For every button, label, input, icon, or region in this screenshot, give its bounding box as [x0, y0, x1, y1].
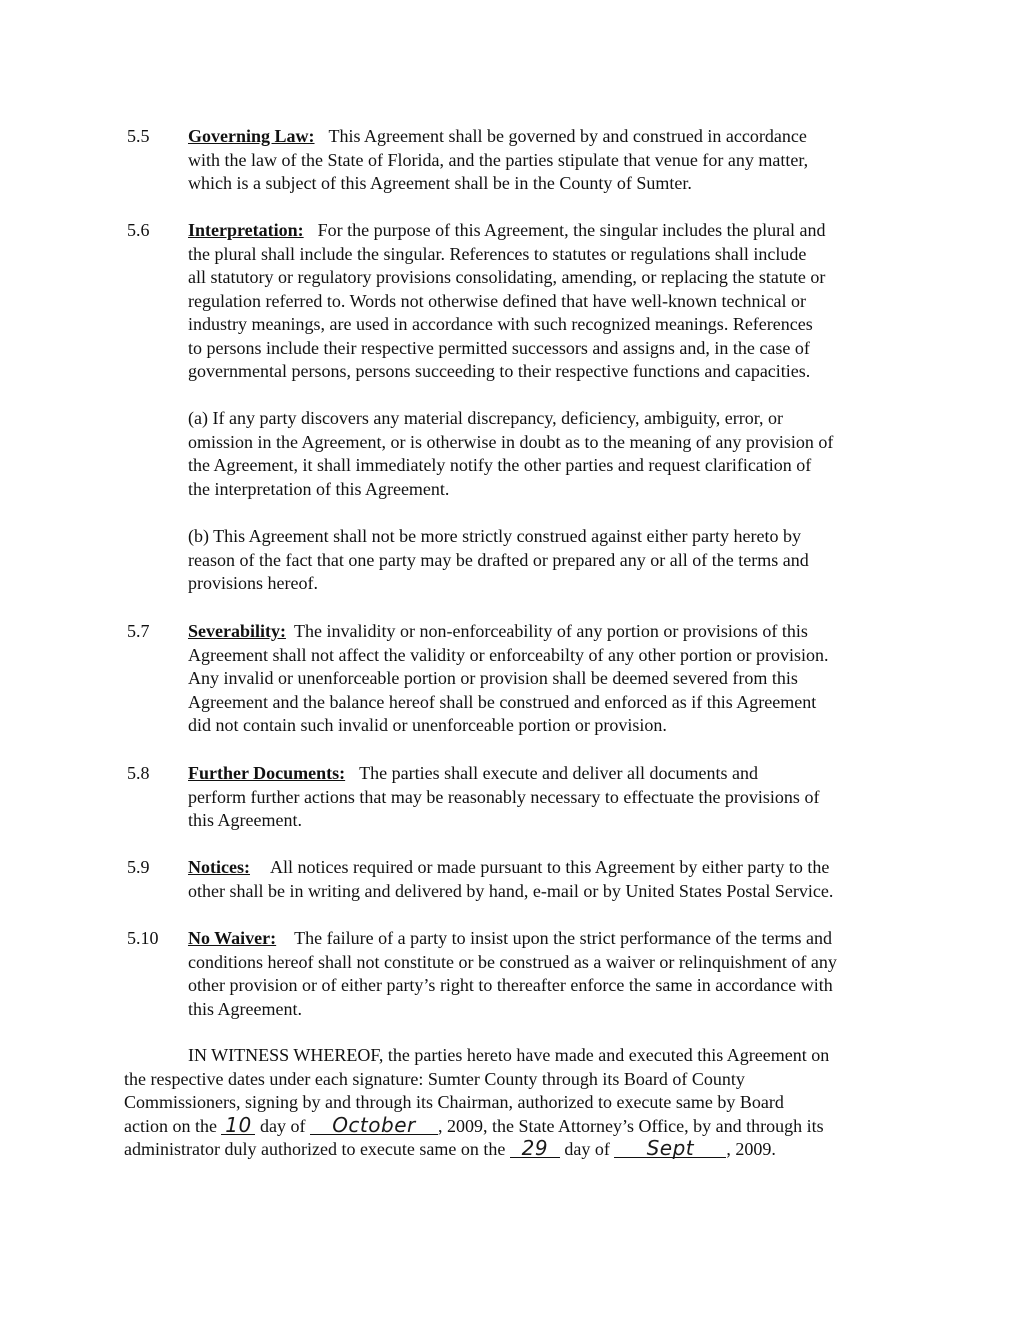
- section-line: all statutory or regulatory provisions consolidating, amending, or replacing the statute or: [188, 267, 826, 287]
- section-line: this Agreement.: [188, 998, 302, 1019]
- section-body: [188, 856, 908, 903]
- subparagraph-line: the interpretation of this Agreement.: [188, 478, 450, 499]
- subparagraph-line: (b) This Agreement shall not be more strictly construed against either party hereto by: [188, 526, 801, 546]
- witness-line: [124, 1112, 924, 1139]
- witness-text: , 2009.: [726, 1139, 776, 1159]
- section-line: All notices required or made pursuant to this Agreement by either party to the: [269, 857, 830, 877]
- board-day-field: 10: [221, 1116, 255, 1135]
- section-line: governmental persons, persons succeeding to their respective functions and capacities.: [188, 361, 811, 381]
- section-line: This Agreement shall be governed by and construed in accordance: [328, 126, 807, 146]
- section-body: [188, 219, 908, 384]
- section-line: this Agreement.: [188, 810, 302, 830]
- witness-text: administrator duly authorized to execute same on the: [124, 1139, 510, 1159]
- section-line: did not contain such invalid or unenforceable portion or provision.: [188, 715, 667, 735]
- section-number: 5.10: [127, 928, 159, 948]
- subparagraph-line: omission in the Agreement, or is otherwise in doubt as to the meaning of any provision of: [188, 431, 834, 452]
- witness-text: , 2009, the State Attorney’s Office, by and through its: [437, 1115, 824, 1136]
- section-heading: Notices:: [188, 857, 250, 877]
- subparagraph-body: [188, 407, 908, 501]
- section-body: [188, 125, 908, 196]
- section-line: to persons include their respective permitted successors and assigns and, in the case of: [188, 337, 810, 358]
- attorney-day-field: 29: [510, 1139, 560, 1158]
- witness-text: day of: [559, 1139, 615, 1159]
- section-line: The parties shall execute and deliver all documents and: [359, 763, 758, 783]
- section-number: 5.5: [127, 126, 150, 146]
- subparagraph-line: the Agreement, it shall immediately notify the other parties and request clarification of: [188, 455, 812, 475]
- attorney-month-field: Sept: [614, 1139, 726, 1158]
- section-line: the plural shall include the singular. References to statutes or regulations shall include: [188, 243, 807, 264]
- witness-line: IN WITNESS WHEREOF, the parties hereto have made and executed this Agreement on: [188, 1045, 830, 1065]
- section-number: 5.7: [127, 621, 150, 641]
- section-line: The invalidity or non-enforceability of any portion or provisions of this: [293, 621, 808, 641]
- witness-text: action on the: [124, 1115, 222, 1136]
- section-line: Any invalid or unenforceable portion or provision shall be deemed severed from this: [188, 668, 798, 688]
- section-line: conditions hereof shall not constitute or be construed as a waiver or relinquishment of any: [188, 951, 837, 972]
- witness-text: day of: [255, 1115, 310, 1136]
- section-line: with the law of the State of Florida, and the parties stipulate that venue for any matter,: [188, 149, 809, 170]
- board-month-field: October: [310, 1116, 438, 1135]
- section-body: [188, 762, 908, 833]
- subparagraph-line: reason of the fact that one party may be drafted or prepared any or all of the terms and: [188, 549, 809, 570]
- section-number: 5.8: [127, 763, 150, 783]
- section-line: Agreement and the balance hereof shall be construed and enforced as if this Agreement: [188, 691, 817, 712]
- section-line: perform further actions that may be reasonably necessary to effectuate the provisions of: [188, 786, 820, 807]
- section-body: [188, 620, 908, 738]
- section-line: industry meanings, are used in accordance with such recognized meanings. References: [188, 314, 813, 334]
- section-heading: Severability:: [188, 621, 286, 641]
- section-heading: No Waiver:: [188, 928, 277, 948]
- witness-line: [124, 1138, 924, 1162]
- section-body: [188, 927, 908, 1021]
- witness-line: Commissioners, signing by and through its Chairman, authorized to execute same by Board: [124, 1092, 784, 1112]
- subparagraph-body: [188, 525, 908, 596]
- section-number: 5.6: [127, 220, 150, 240]
- section-line: which is a subject of this Agreement shall be in the County of Sumter.: [188, 173, 692, 193]
- section-number: 5.9: [127, 857, 150, 877]
- witness-paragraph: [124, 1044, 924, 1162]
- section-heading: Interpretation:: [188, 220, 304, 240]
- section-heading: Further Documents:: [188, 763, 346, 783]
- section-line: The failure of a party to insist upon the strict performance of the terms and: [294, 928, 832, 948]
- section-heading: Governing Law:: [188, 126, 315, 146]
- section-line: regulation referred to. Words not otherwise defined that have well-known technical or: [188, 290, 807, 311]
- section-line: For the purpose of this Agreement, the singular includes the plural and: [317, 220, 826, 240]
- witness-line: the respective dates under each signature: Sumter County through its Board of County: [124, 1068, 745, 1089]
- section-line: other shall be in writing and delivered by hand, e-mail or by United States Postal Service.: [188, 880, 834, 901]
- subparagraph-line: provisions hereof.: [188, 573, 318, 593]
- section-line: Agreement shall not affect the validity or enforceabilty of any other portion or provision.: [188, 644, 829, 665]
- subparagraph-line: (a) If any party discovers any material discrepancy, deficiency, ambiguity, error, or: [188, 408, 784, 428]
- section-line: other provision or of either party’s right to thereafter enforce the same in accordance with: [188, 975, 833, 995]
